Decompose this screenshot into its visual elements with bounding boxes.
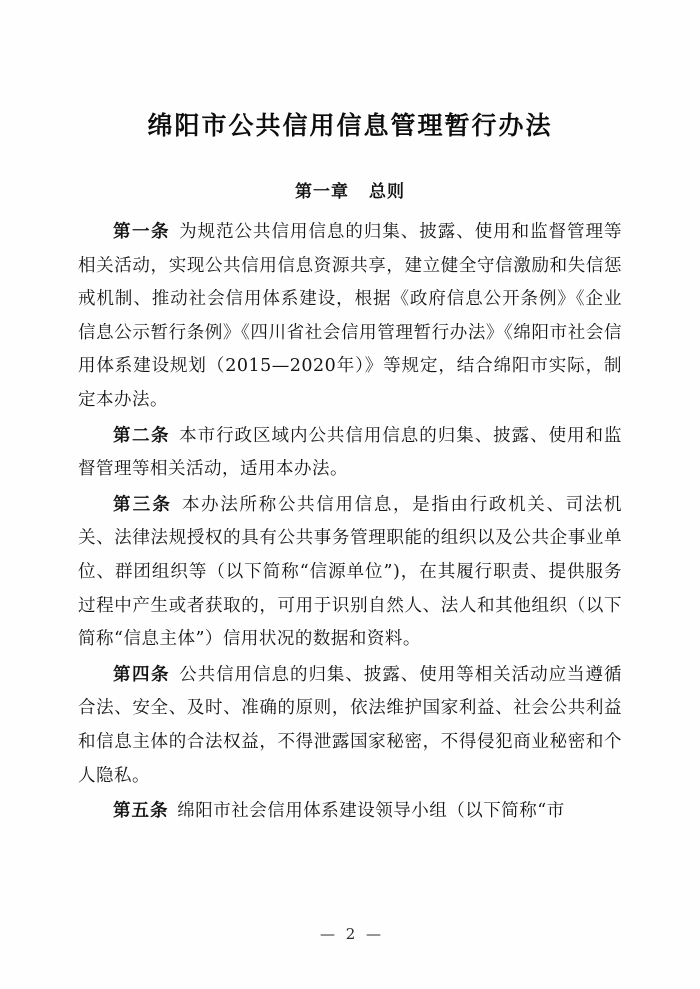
article-text: 本办法所称公共信用信息，是指由行政机关、司法机关、法律法规授权的具有公共事务管理职能的组织以及公共企事业单位、群团组织等（以下简称“信源单位”)，在其履行职责、提供服务过程中产生或者获取的，可用于识别自然人、法人和其他组织（以下简称“信息主体”）信用状况的数据和资料。: [78, 494, 623, 650]
page-number: — 2 —: [319, 925, 385, 943]
article-text: 本市行政区域内公共信用信息的归集、披露、使用和监督管理等相关活动，适用本办法。: [78, 425, 623, 480]
article-label: 第三条: [113, 494, 173, 515]
page-title: 绵阳市公共信用信息管理暂行办法: [147, 111, 553, 140]
chapter-name: 总则: [369, 182, 405, 202]
page-footer: [0, 925, 700, 943]
article-label: 第五条: [113, 801, 169, 822]
article-label: 第二条: [113, 425, 170, 446]
article-label: 第一条: [113, 222, 170, 242]
article-paragraph: [78, 659, 622, 793]
article-text: 公共信用信息的归集、披露、使用等相关活动应当遵循合法、安全、及时、准确的原则，依法维护国家利益、社会公共利益和信息主体的合法权益，不得泄露国家秘密，不得侵犯商业秘密和个人隐私。: [78, 664, 623, 786]
article-text: 绵阳市社会信用体系建设领导小组（以下简称“市: [177, 801, 565, 822]
article-paragraph: [78, 795, 622, 829]
article-paragraph: [78, 216, 622, 418]
article-paragraph: [78, 420, 622, 487]
chapter-number: 第一章: [295, 182, 349, 202]
article-text: 为规范公共信用信息的归集、披露、使用和监督管理等相关活动，实现公共信用信息资源共享，建立健全守信激励和失信惩戒机制、推动社会信用体系建设，根据《政府信息公开条例》《企业信息公示暂行条例》《四川省社会信用管理暂行办法》《绵阳市社会信用体系建设规划（2015—2020年）》等规定，结合绵阳市实际，制定本办法。: [78, 222, 623, 410]
article-label: 第四条: [113, 664, 170, 685]
chapter-heading: [78, 177, 622, 202]
article-paragraph: [78, 489, 622, 657]
